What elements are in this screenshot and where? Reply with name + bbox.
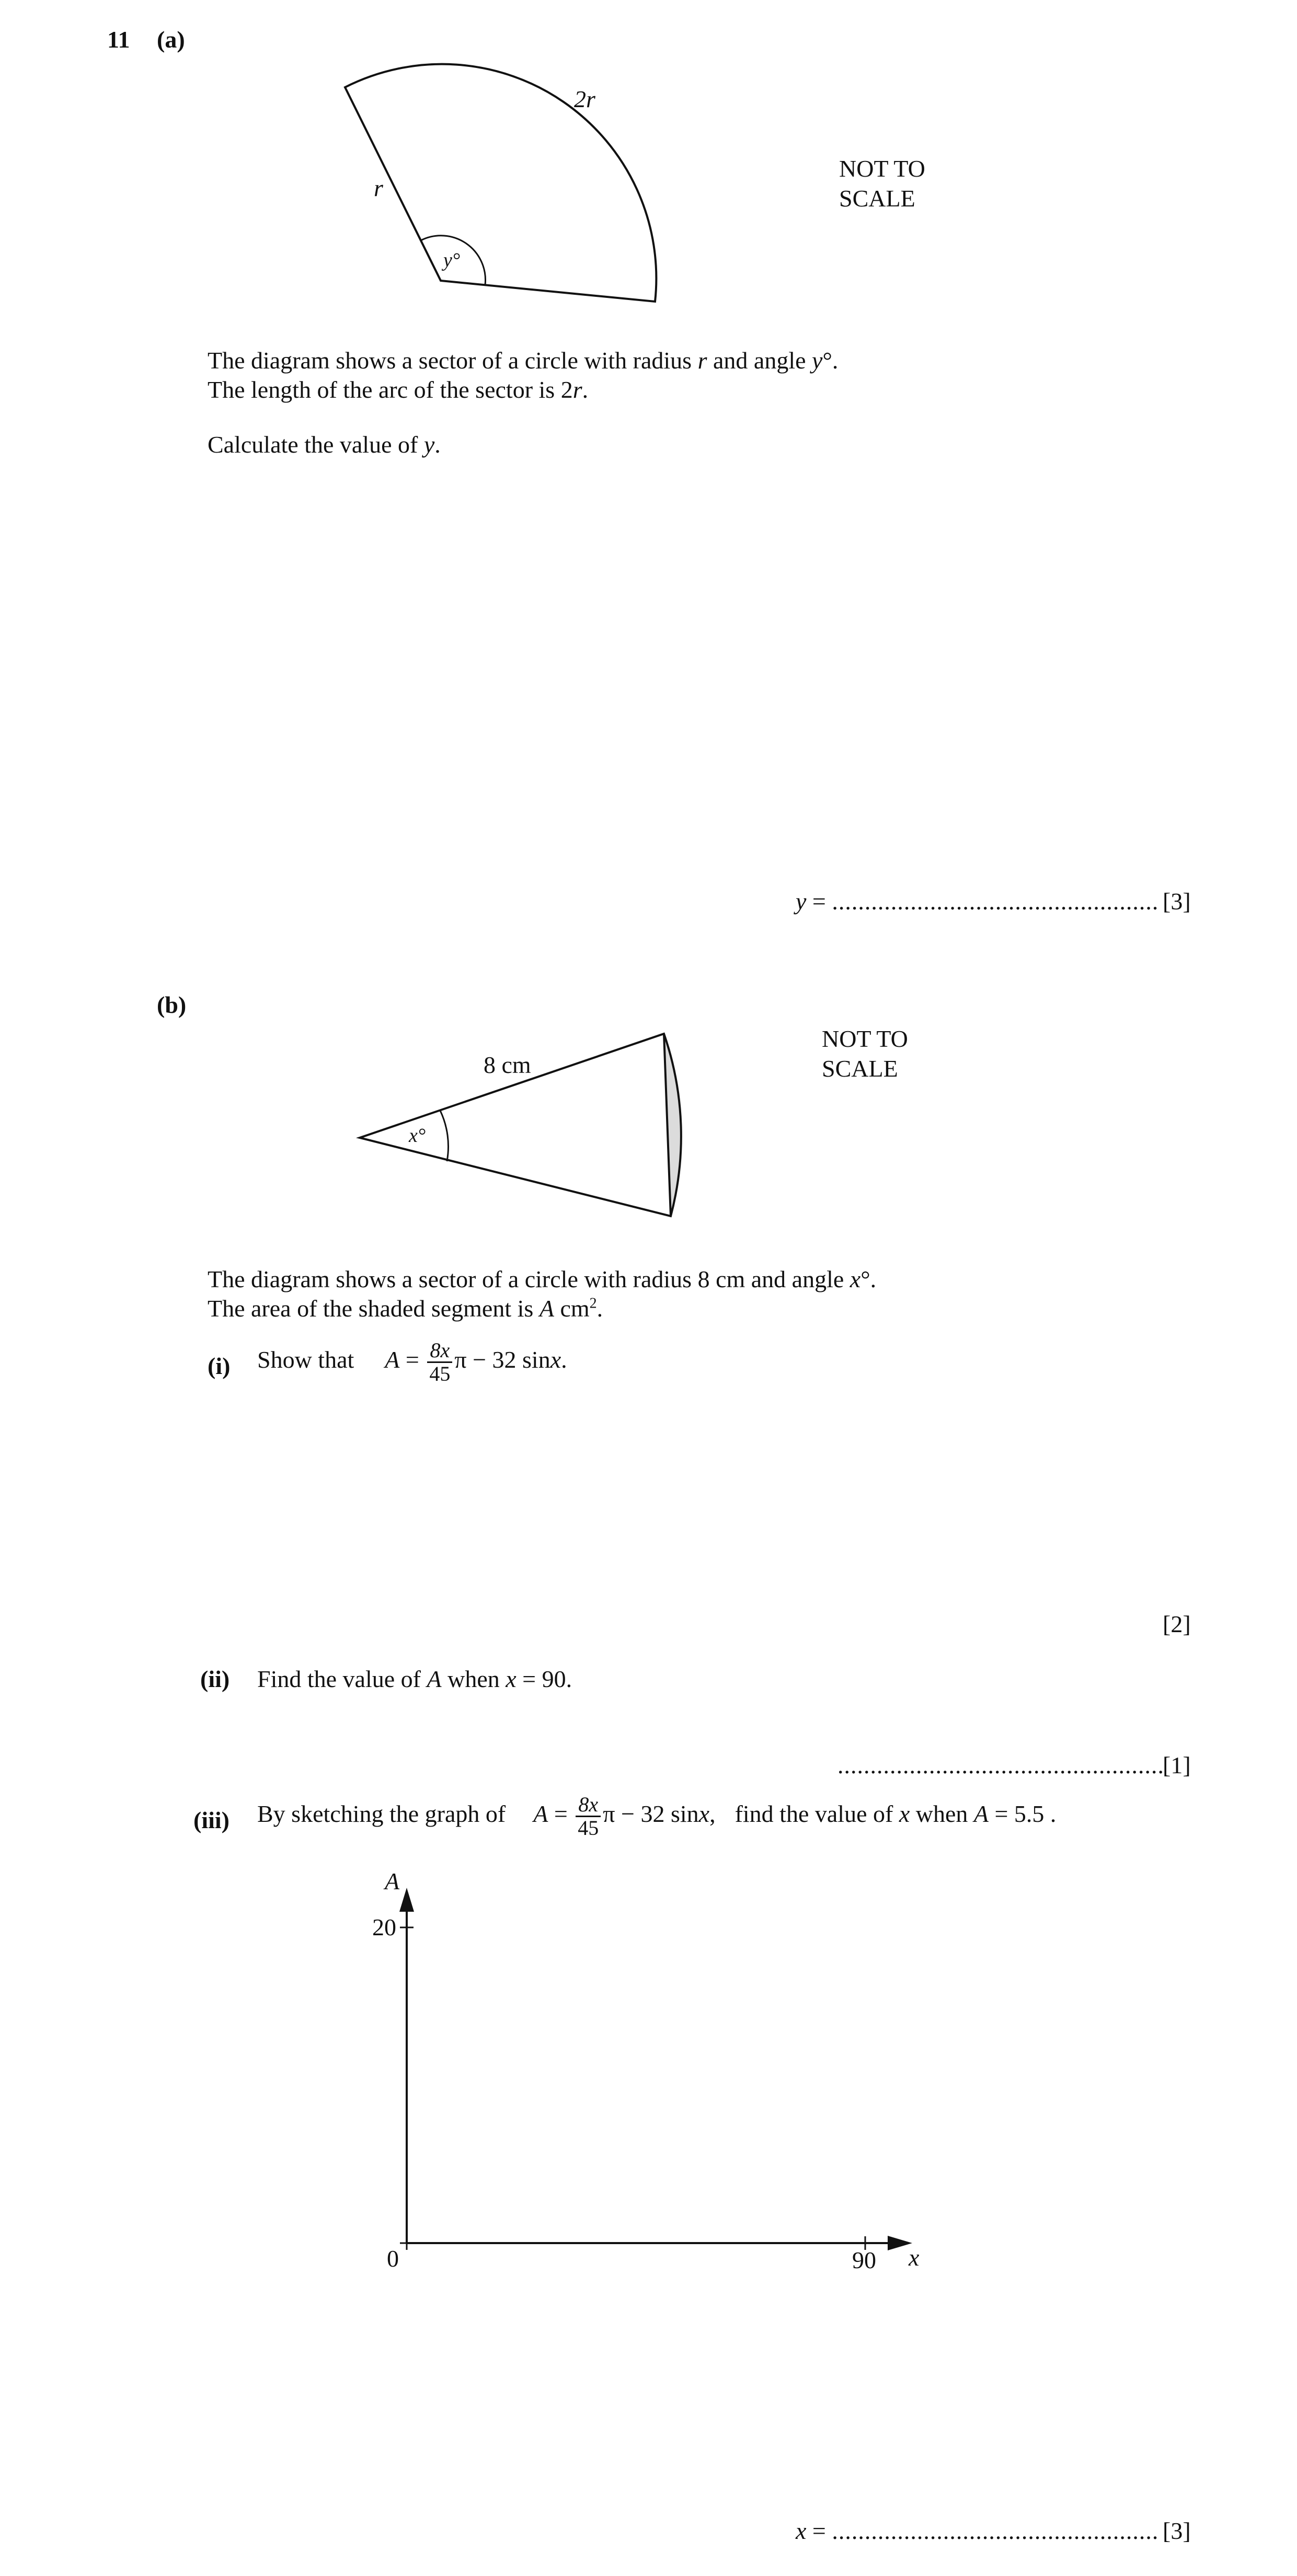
- marks-a: [3]: [1163, 888, 1191, 915]
- part-a-text-line1: The diagram shows a sector of a circle with radius r and angle y°.: [208, 347, 839, 374]
- sector-b-angle-label: x°: [409, 1125, 426, 1147]
- y-axis-label: A: [385, 1868, 400, 1895]
- marks-i: [2]: [1163, 1611, 1191, 1637]
- x-axis-label: x: [909, 2244, 920, 2271]
- fraction-8x-over-45: $\frac{8x}{45}$: [427, 1339, 452, 1385]
- sector-a-radius-label: r: [374, 175, 383, 201]
- part-b-text-line2: The area of the shaded segment is A $cm^2$.: [208, 1295, 603, 1322]
- part-a-label: (a): [157, 26, 185, 53]
- part-a-instruction: Calculate the value of y.: [208, 431, 441, 458]
- not-to-scale-b-line2: SCALE: [822, 1055, 898, 1082]
- sub-ii-label: (ii): [200, 1666, 230, 1692]
- not-to-scale-a-line1: NOT TO: [839, 155, 925, 182]
- y-tick-label-20: 20: [372, 1914, 396, 1940]
- marks-iii: [3]: [1163, 2517, 1191, 2544]
- not-to-scale-b-line1: NOT TO: [822, 1025, 908, 1052]
- marks-ii: [1]: [1163, 1752, 1191, 1778]
- y-axis-arrow: [399, 1888, 414, 1912]
- answer-line-iii[interactable]: x = ..................................................: [796, 2517, 1159, 2544]
- sub-iii-text: By sketching the graph of A = $\frac{8x}{45}$ π − 32 sinx, find the value of x when A = 5.5 .: [257, 1793, 1057, 1840]
- sub-iii-label: (iii): [193, 1807, 229, 1833]
- origin-label: 0: [387, 2245, 399, 2272]
- x-tick-label-90: 90: [852, 2247, 876, 2273]
- part-b-label: (b): [157, 991, 187, 1018]
- sector-a-angle-label: y°: [443, 249, 461, 271]
- sub-i-label: (i): [208, 1353, 231, 1379]
- sector-b-radius-label: 8 cm: [484, 1052, 531, 1078]
- sub-i-text: Show that A = $\frac{8x}{45}$ π − 32 sinx.: [257, 1338, 567, 1385]
- not-to-scale-a-line2: SCALE: [839, 185, 915, 212]
- sub-ii-text: Find the value of A when x = 90.: [257, 1666, 572, 1692]
- answer-line-a[interactable]: y = ..................................................: [796, 888, 1159, 915]
- part-b-text-line1: The diagram shows a sector of a circle with radius 8 cm and angle x°.: [208, 1266, 877, 1292]
- sector-a-arc-label: 2r: [574, 86, 595, 112]
- answer-line-ii[interactable]: ..................................................: [837, 1752, 1164, 1778]
- question-number: 11: [107, 26, 130, 53]
- part-a-text-line2: The length of the arc of the sector is 2r.: [208, 376, 589, 403]
